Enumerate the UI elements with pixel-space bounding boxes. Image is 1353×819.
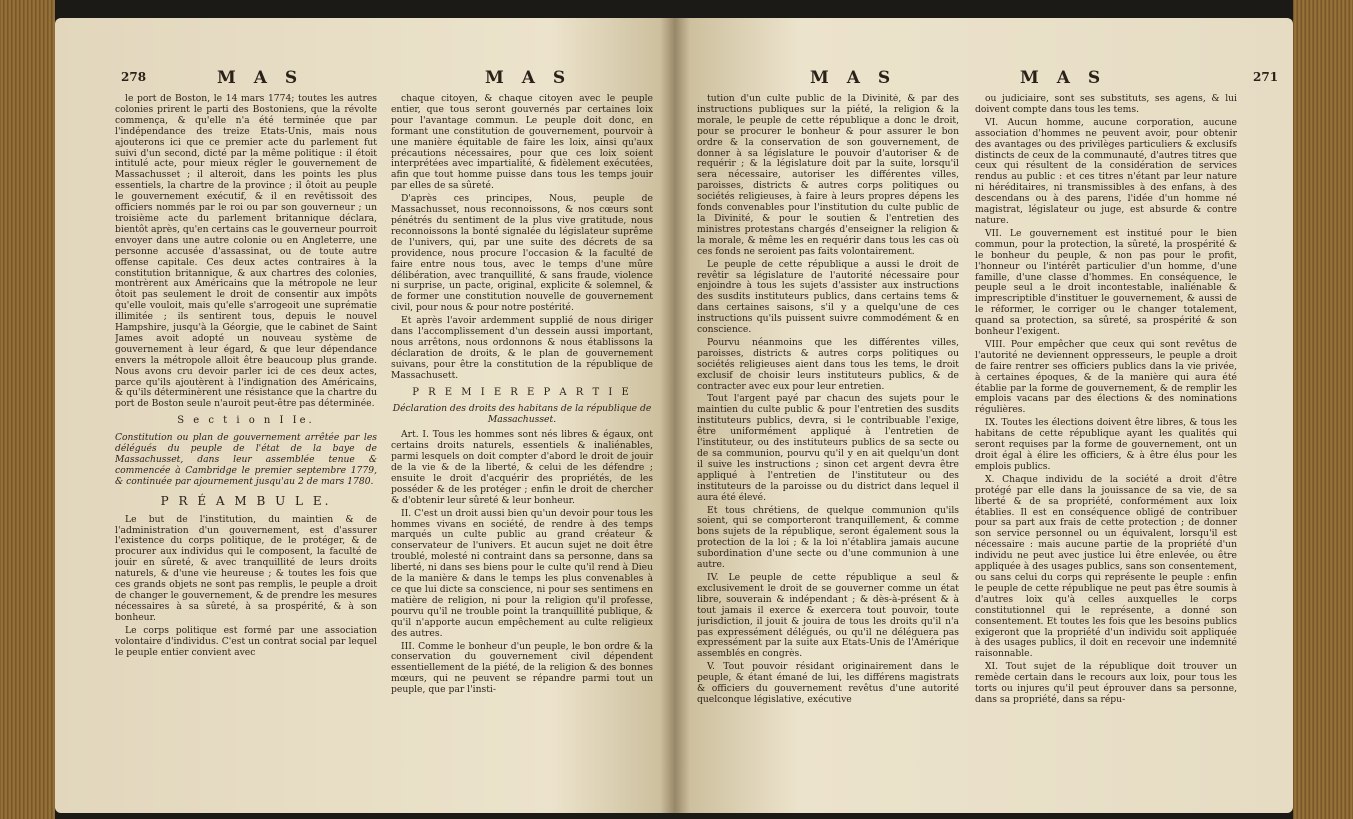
article: VIII. Pour empêcher que ceux qui sont revêtus de l'autorité ne deviennent oppresseurs, le peuple a droit de faire rentrer ses officiers publics dans la vie privée, à certaines époques, & de la manière qui aura été établie par la forme de gouvernement, & de remplir les emplois vacans par des élections & des nominations régulières. xyxy=(975,338,1237,416)
text-column xyxy=(391,94,653,794)
paragraph: Et tous chrétiens, de quelque communion qu'ils soient, qui se comporteront tranquillement, & comme bons sujets de la république, seront également sous la protection de la loi ; & la loi n'établira jamais aucune subordination d'une secte ou d'une communion à une autre. xyxy=(697,504,959,571)
text-column xyxy=(697,94,959,794)
article: III. Comme le bonheur d'un peuple, le bon ordre & la conservation du gouvernement civil dépendent essentiellement de la piété, de la religion & des bonnes mœurs, qui ne peuvent se répandre parmi tout un peuple, que par l'insti- xyxy=(391,640,653,696)
constitution-title: Constitution ou plan de gouvernement arrêtée par les délégués du peuple de l'état de la baye de Massachusset, dans leur assemblée tenue & commencée à Cambridge le premier septembre 1779, & continuée par ajournement jusqu'au 2 de mars 1780. xyxy=(115,432,377,487)
running-head: M A S xyxy=(1020,68,1107,88)
paragraph: Pourvu néanmoins que les différentes villes, paroisses, districts & autres corps politiques ou sociétés religieuses aient dans tous les tems, le droit exclusif de choisir leurs instituteurs publics, & de contracter avec eux pour leur entretien. xyxy=(697,336,959,392)
right-page xyxy=(675,18,1293,813)
article: Art. I. Tous les hommes sont nés libres & égaux, ont certains droits naturels, essentiels & inaliénables, parmi lesquels on doit compter d'abord le droit de jouir de la vie & de la liberté, & celui de les défendre ; ensuite le droit d'acquérir des propriétés, de les posséder & de les protéger ; enfin le droit de chercher & d'obtenir leur sûreté & leur bonheur. xyxy=(391,429,653,506)
article: VI. Aucun homme, aucune corporation, aucune association d'hommes ne peuvent avoir, pour obtenir des avantages ou des privilèges particuliers & exclusifs distincts de ceux de la communauté, d'autres titres que ceux qui résultent de la considération de services rendus au public : et ces titres n'étant par leur nature ni héréditaires, ni transmissibles à des enfans, à des descendans ou à des parens, l'idée d'un homme né magistrat, législateur ou juge, est absurde & contre nature. xyxy=(975,116,1237,226)
left-page xyxy=(55,18,675,813)
article: VII. Le gouvernement est institué pour le bien commun, pour la protection, la sûreté, la prospérité & le bonheur du peuple, & non pas pour le profit, l'honneur ou l'intérêt particulier d'un homme, d'une famille, d'une classe d'hommes. En conséquence, le peuple seul a le droit incontestable, inaliénable & imprescriptible d'instituer le gouvernement, & aussi de le réformer, le corriger ou le changer totalement, quand sa protection, sa sûreté, sa prospérité & son bonheur l'exigent. xyxy=(975,227,1237,338)
page-number: 278 xyxy=(121,70,147,84)
paragraph: chaque citoyen, & chaque citoyen avec le peuple entier, que tous seront gouvernés par certaines loix pour l'avantage commun. Le peuple doit donc, en formant une constitution de gouvernement, pourvoir à une manière équitable de faire les loix, ainsi qu'aux précautions nécessaires, pour que ces loix soient interprétées avec impartialité, & fidèlement exécutées, afin que tout homme puisse dans tous les temps jouir par elles de sa sûreté. xyxy=(391,94,653,192)
declaration-title: Déclaration des droits des habitans de la république de Massachusset. xyxy=(392,403,652,426)
paragraph: Et après l'avoir ardemment supplié de nous diriger dans l'accomplissement d'un dessein aussi important, nous arrêtons, nous ordonnons & nous établissons la déclaration de droits, & le plan de gouvernement suivans, pour être la constitution de la république de Massachusett. xyxy=(391,315,653,381)
running-head: M A S xyxy=(485,68,572,88)
paragraph: ou judiciaire, sont ses substituts, ses agens, & lui doivent compte dans tous les tems. xyxy=(975,94,1237,115)
article: II. C'est un droit aussi bien qu'un devoir pour tous les hommes vivans en société, de rendre à des temps marqués un culte public au grand créateur & conservateur de l'univers. Et aucun sujet ne doit être troublé, molesté ni contraint dans sa personne, dans sa liberté, ni dans ses biens pour le culte qu'il rend à Dieu de la manière & dans le temps les plus convenables à ce que lui dicte sa conscience, ni pour ses sentimens en matière de religion, ni pour la religion qu'il professe, pourvu qu'il ne trouble point la tranquillité publique, & qu'il n'apporte aucun empêchement au culte religieux des autres. xyxy=(391,507,653,639)
part-heading: P R E M I E R E P A R T I E xyxy=(412,386,632,398)
paragraph: Le but de l'institution, du maintien & de l'administration d'un gouvernement, est d'assurer l'existence du corps politique, de le protéger, & de procurer aux individus qui le composent, la faculté de jouir en sûreté, & avec tranquillité de leurs droits naturels, & d'une vie heureuse ; & toutes les fois que ces grands objets ne sont pas remplis, le peuple a droit de changer le gouvernement, & de prendre les mesures nécessaires à sa sûreté, à sa prospérité, & à son bonheur. xyxy=(115,513,377,623)
paragraph: Tout l'argent payé par chacun des sujets pour le maintien du culte public & pour l'entretien des susdits instituteurs publics, devra, si le contribuable l'exige, être uniformément appliqué à l'entretien de l'instituteur, ou des instituteurs publics de sa secte ou de sa communion, pourvu qu'il y en ait quelqu'un dont il suive les instructions ; sinon cet argent devra être appliqué à l'entretien de l'instituteur ou des instituteurs de la paroisse ou du district dans lequel il aura été élevé. xyxy=(697,393,959,503)
paragraph: D'après ces principes, Nous, peuple de Massachusset, nous reconnoissons, & nos cœurs sont pénétrés du sentiment de la plus vive gratitude, nous reconnoissons la bonté signalée du législateur suprême de l'univers, qui, par une suite des décrets de sa providence, nous procure l'occasion & la faculté de faire entre nous tous, avec le temps d'une mûre délibération, avec tranquillité, & sans fraude, violence ni surprise, un pacte, original, explicite & solemnel, & de former une constitution nouvelle de gouvernement civil, pour nous & pour notre postérité. xyxy=(391,193,653,314)
article: X. Chaque individu de la société a droit d'être protégé par elle dans la jouissance de sa vie, de sa liberté & de sa propriété, conformément aux loix établies. Il est en conséquence obligé de contribuer pour sa part aux frais de cette protection ; de donner son service personnel ou un équivalent, lorsqu'il est nécessaire : mais aucune partie de la propriété d'un individu ne peut avec justice lui être enlevée, ou être appliquée à des usages publics, sans son consentement, ou sans celui du corps qui représente le peuple : enfin le peuple de cette république ne peut pas être soumis à d'autres loix qu'à celles auxquelles le corps constitutionnel qui le représente, a donné son consentement. Et toutes les fois que les besoins publics exigeront que la propriété d'un individu soit appliquée à des usages publics, il doit en recevoir une indemnité raisonnable. xyxy=(975,473,1237,660)
text-column xyxy=(115,94,377,794)
preamble-heading: P R É A M B U L E. xyxy=(160,493,332,508)
running-head: M A S xyxy=(810,68,897,88)
text-column xyxy=(975,94,1237,794)
article: V. Tout pouvoir résidant originairement dans le peuple, & étant émané de lui, les différens magistrats & officiers du gouvernement revêtus d'une autorité quelconque législative, exécutive xyxy=(697,661,959,705)
article: IV. Le peuple de cette république a seul & exclusivement le droit de se gouverner comme un état libre, souverain & indépendant ; & dès-à-présent & à tout jamais il exerce & exercera tout pouvoir, toute jurisdiction, il jouit & jouira de tous les droits qu'il n'a pas expressément délégués, ou qu'il ne déléguera pas expressément par la suite aux Etats-Unis de l'Amérique assemblés en congrès. xyxy=(697,571,959,660)
book-edge-right xyxy=(1293,0,1353,819)
article: XI. Tout sujet de la république doit trouver un remède certain dans le recours aux loix, pour tous les torts ou injures qu'il peut éprouver dans sa personne, dans sa propriété, dans sa répu- xyxy=(975,661,1237,705)
paragraph: tution d'un culte public de la Divinité, & par des instructions publiques sur la piété, la religion & la morale, le peuple de cette république a donc le droit, pour se procurer le bonheur & pour assurer le bon ordre & la conservation de son gouvernement, de donner à sa législature le pouvoir d'autoriser & de requérir ; & la législature doit par la suite, lorsqu'il sera nécessaire, autoriser les différentes villes, paroisses, districts & autres corps politiques ou sociétés religieuses, à faire à leurs propres dépens les fonds convenables pour l'institution du culte public de la Divinité, & pour le soutien & l'entretien des ministres protestans chargés d'enseigner la religion & la morale, & même les en requérir dans tous les cas où ces fonds ne seroient pas faits volontairement. xyxy=(697,94,959,257)
section-heading: S e c t i o n I Ie. xyxy=(177,415,315,427)
running-head: M A S xyxy=(217,68,304,88)
book-edge-left xyxy=(0,0,55,819)
paragraph: Le peuple de cette république a aussi le droit de revêtir sa législature de l'autorité nécessaire pour enjoindre à tous les sujets d'assister aux instructions des susdits instituteurs publics, dans certains tems & dans certaines saisons, s'il y a quelqu'une de ces instructions qu'ils puissent suivre commodément & en conscience. xyxy=(697,258,959,336)
page-number: 271 xyxy=(1253,70,1279,84)
paragraph: Le corps politique est formé par une association volontaire d'individus. C'est un contrat social par lequel le peuple entier convient avec xyxy=(115,624,377,658)
article: IX. Toutes les élections doivent être libres, & tous les habitans de cette république ayant les qualités qui seront requises par la forme de gouvernement, ont un droit égal à élire les officiers, & à être élus pour les emplois publics. xyxy=(975,417,1237,472)
paragraph: le port de Boston, le 14 mars 1774; toutes les autres colonies prirent le parti des Bostoniens, que la révolte commença, & qu'elle n'a été terminée que par l'indépendance des treize Etats-Unis, mais nous ajouterons ici que ce premier acte du parlement fut suivi d'un second, dicté par la même politique : il étoit intitulé acte, pour mieux régler le gouvernement de Massachusset ; il alteroit, dans les points les plus essentiels, la chartre de la province ; il ôtoit au peuple le gouvernement exécutif, & il en revêtissoit des officiers nommés par le roi ou par son gouverneur ; un troisième acte du parlement britannique déclara, bientôt après, qu'en certains cas le gouverneur pourroit envoyer dans une autre colonie ou en Angleterre, une personne accusée d'assassinat, ou de toute autre offense capitale. Ces deux actes contraires à la constitution britannique, & aux chartres des colonies, montrèrent aux Américains que la métropole ne leur ôtoit pas seulement le droit de consentir aux impôts qu'elle vouloit, mais qu'elle s'arrogeoit une suprématie illimitée ; ils sentirent tous, depuis le nouvel Hampshire, jusqu'à la Géorgie, que le cabinet de Saint James avoit adopté un nouveau système de gouvernement à leur égard, & que leur dépendance envers la métropole alloit être beaucoup plus grande. Nous avons cru devoir parler ici de ces deux actes, parce qu'ils ajoutèrent à l'indignation des Américains, & qu'ils déterminèrent une résistance que la chartre du port de Boston seule n'auroit peut-être pas déterminée. xyxy=(115,94,377,410)
